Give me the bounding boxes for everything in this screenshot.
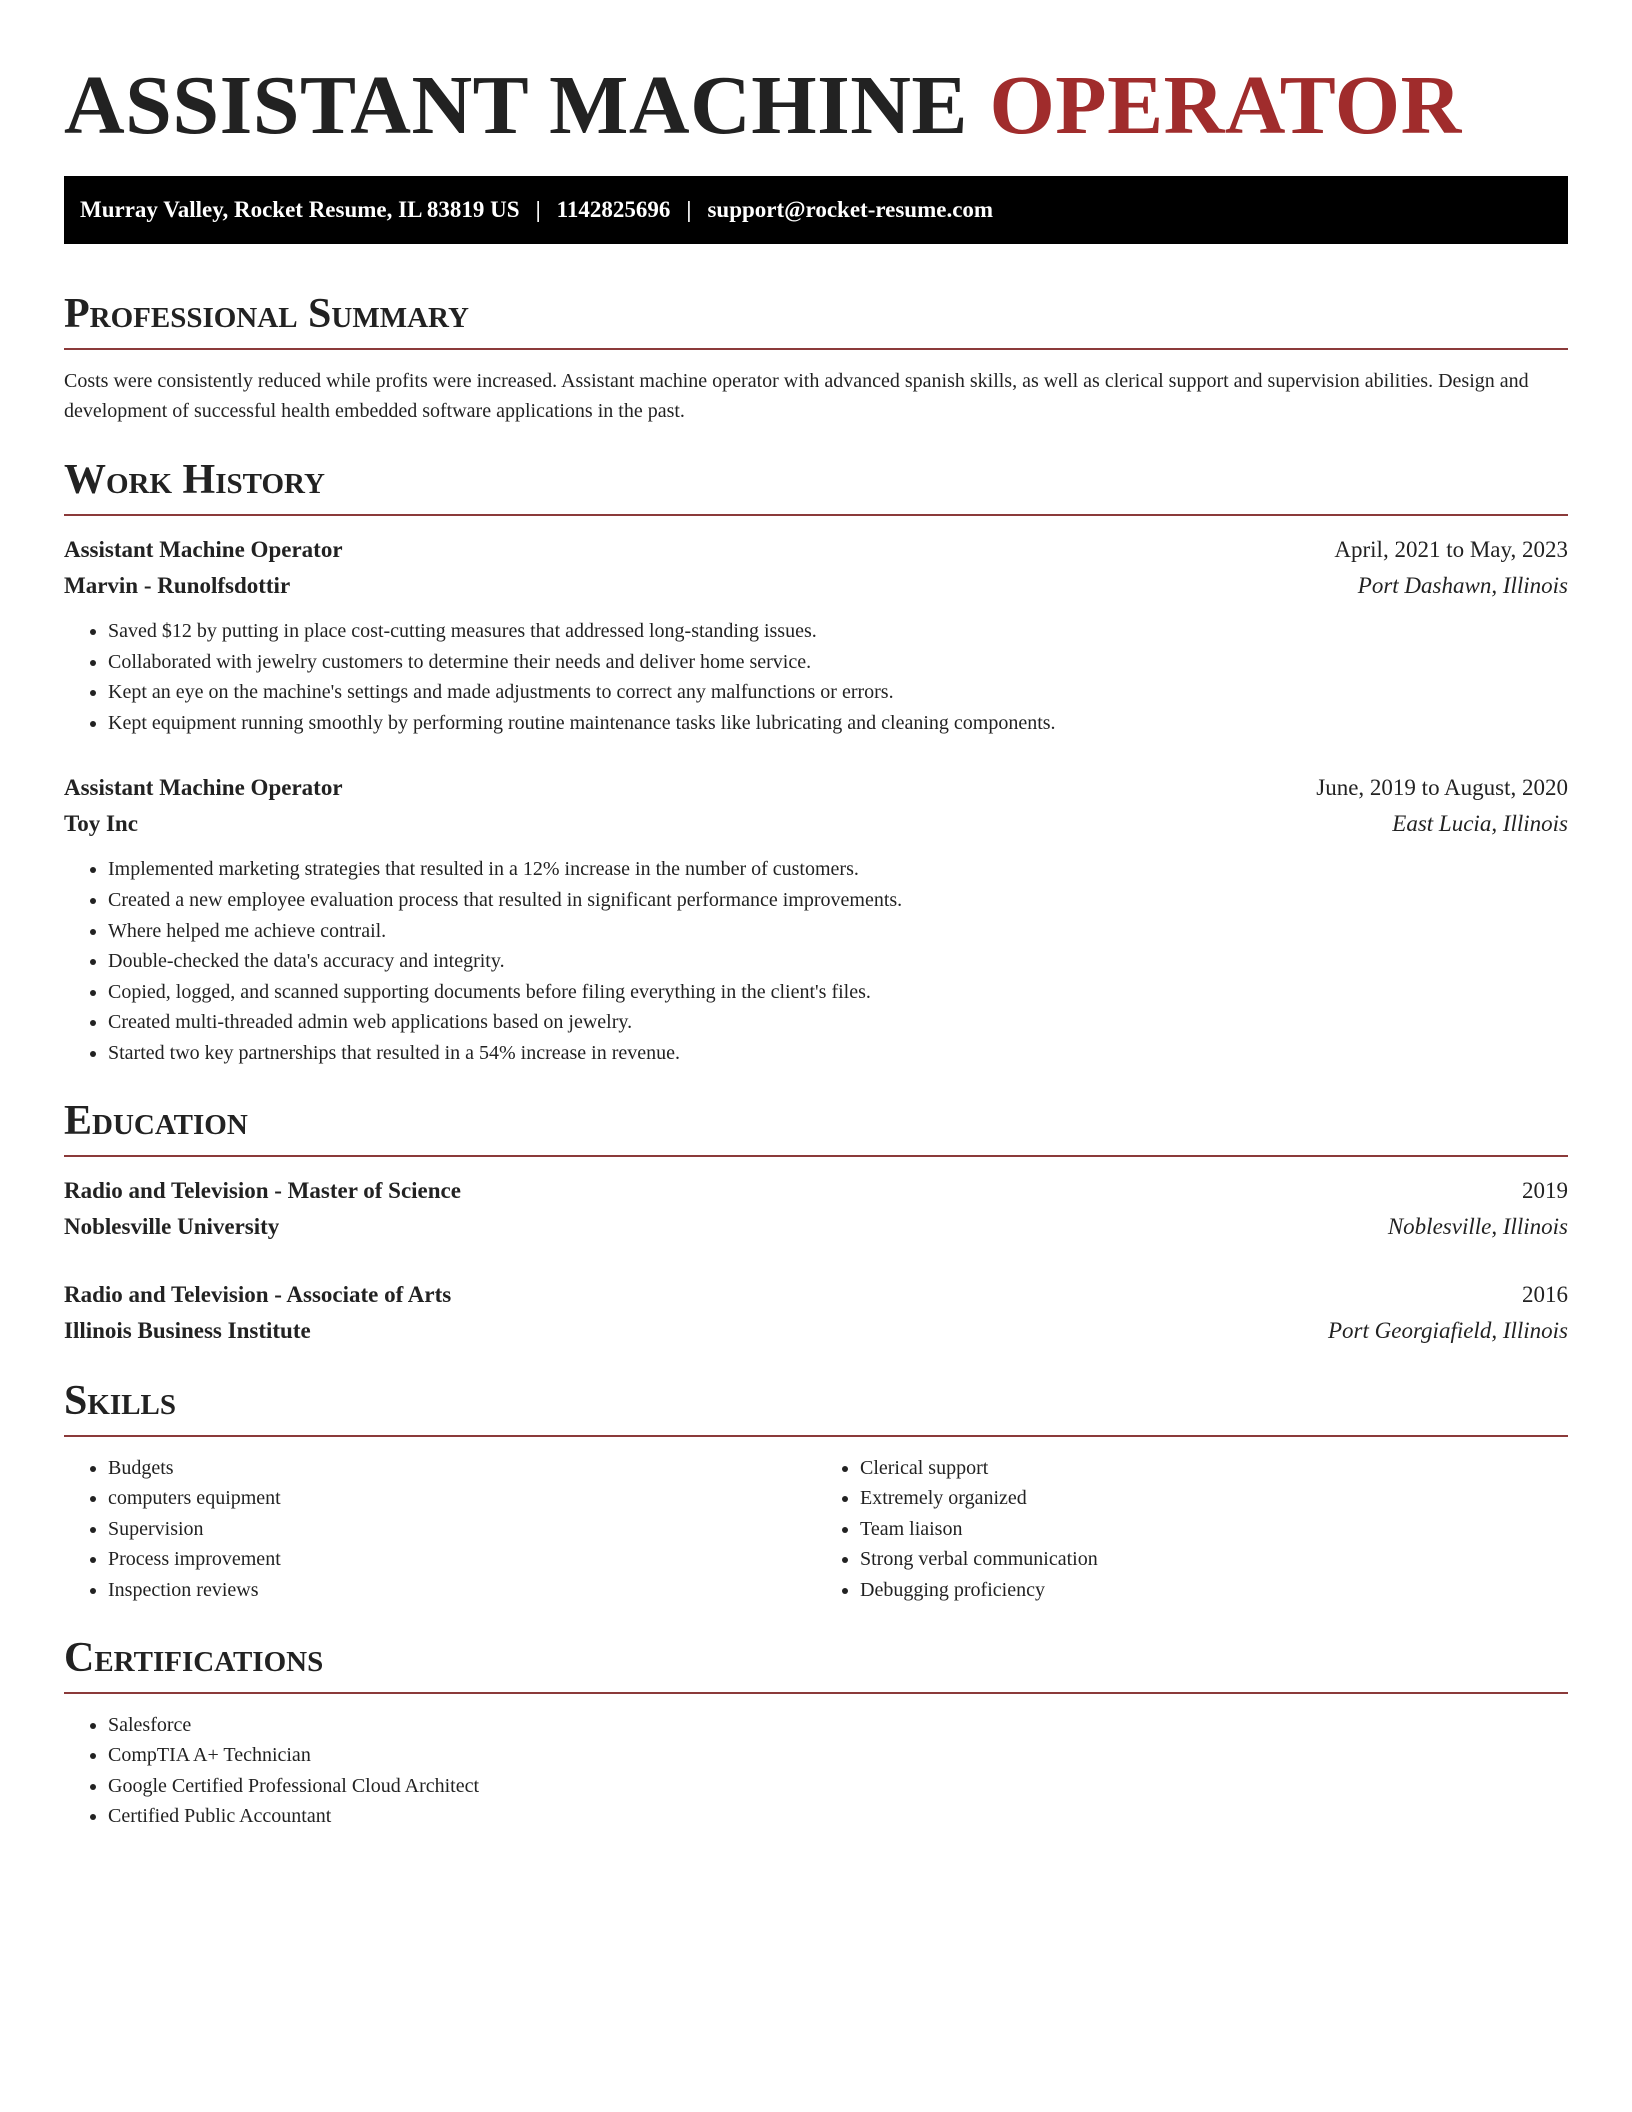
contact-phone[interactable]: 1142825696	[556, 197, 671, 222]
job-bullet: • Double-checked the data's accuracy and integrity.	[108, 946, 1568, 977]
skills-list-left	[64, 1453, 816, 1606]
skill-item: • Inspection reviews	[108, 1575, 816, 1606]
skills-title: Skills	[64, 1377, 177, 1424]
skill-item: • Team liaison	[860, 1514, 1568, 1545]
job-location: East Lucia, Illinois	[1392, 811, 1568, 837]
certification-item: • Google Certified Professional Cloud Architect	[108, 1771, 1568, 1802]
job-header-row	[64, 532, 1568, 568]
education-degree: Radio and Television - Master of Science	[64, 1177, 461, 1203]
work-history-section	[64, 454, 1568, 1069]
section-divider	[64, 1435, 1568, 1437]
job-company: Toy Inc	[64, 811, 138, 837]
education-location: Noblesville, Illinois	[1387, 1213, 1568, 1239]
job-dates: April, 2021 to May, 2023	[1334, 537, 1568, 562]
education-entry	[64, 1173, 1568, 1245]
certifications-section	[64, 1632, 1568, 1832]
section-divider	[64, 1692, 1568, 1694]
skill-item: • computers equipment	[108, 1483, 816, 1514]
job-title: Assistant Machine Operator	[64, 537, 343, 562]
education-school-row	[64, 1209, 1568, 1245]
section-divider	[64, 1155, 1568, 1157]
summary-title: Professional Summary	[64, 291, 469, 337]
section-divider	[64, 348, 1568, 350]
job-company-row	[64, 568, 1568, 604]
job-bullet: • Where helped me achieve contrail.	[108, 916, 1568, 947]
skill-item: • Extremely organized	[860, 1483, 1568, 1514]
job-bullets	[64, 616, 1568, 738]
contact-address: Murray Valley, Rocket Resume, IL 83819 US	[80, 197, 520, 222]
education-entry	[64, 1277, 1568, 1349]
skill-item: • Strong verbal communication	[860, 1544, 1568, 1575]
contact-separator: |	[686, 197, 692, 222]
summary-section	[64, 288, 1568, 426]
education-header-row	[64, 1277, 1568, 1313]
job-bullet: • Created a new employee evaluation process that resulted in significant performance improvements.	[108, 885, 1568, 916]
education-header-row	[64, 1173, 1568, 1209]
certifications-title: Certifications	[64, 1634, 324, 1681]
job-title: Assistant Machine Operator	[64, 775, 343, 801]
name-accent: OPERATOR	[989, 59, 1462, 152]
skill-item: • Budgets	[108, 1453, 816, 1484]
education-school: Illinois Business Institute	[64, 1317, 311, 1343]
resume-name	[64, 58, 1568, 154]
job-dates: June, 2019 to August, 2020	[1316, 775, 1568, 801]
skill-item: • Process improvement	[108, 1544, 816, 1575]
education-school-row	[64, 1313, 1568, 1349]
section-divider	[64, 514, 1568, 516]
job-bullet: • Saved $12 by putting in place cost-cutting measures that addressed long-standing issues.	[108, 616, 1568, 647]
job-bullet: • Implemented marketing strategies that resulted in a 12% increase in the number of customers.	[108, 854, 1568, 885]
job-bullet: • Started two key partnerships that resulted in a 54% increase in revenue.	[108, 1038, 1568, 1069]
certification-item: • Certified Public Accountant	[108, 1801, 1568, 1832]
job-company-row	[64, 806, 1568, 842]
skill-item: • Clerical support	[860, 1453, 1568, 1484]
job-bullet: • Collaborated with jewelry customers to determine their needs and deliver home service.	[108, 647, 1568, 678]
education-location: Port Georgiafield, Illinois	[1328, 1317, 1568, 1343]
job-header-row	[64, 770, 1568, 806]
contact-separator: |	[535, 197, 541, 222]
job-bullet: • Kept an eye on the machine's settings and made adjustments to correct any malfunctions or errors.	[108, 677, 1568, 708]
education-section	[64, 1095, 1568, 1349]
education-school: Noblesville University	[64, 1213, 280, 1239]
name-main: ASSISTANT MACHINE	[64, 59, 968, 152]
education-title: Education	[64, 1097, 248, 1144]
skills-list-right	[816, 1453, 1568, 1606]
job-company: Marvin - Runolfsdottir	[64, 573, 291, 598]
work-history-title: Work History	[64, 457, 325, 503]
summary-text: Costs were consistently reduced while profits were increased. Assistant machine operator with advanced spanish skills, as well as clerical support and supervision abilities. Design and development of successful health embedded software applications in the past.	[64, 370, 1529, 422]
contact-email[interactable]: support@rocket-resume.com	[707, 197, 994, 222]
skill-item: • Supervision	[108, 1514, 816, 1545]
certifications-list	[64, 1710, 1568, 1832]
certification-item: • Salesforce	[108, 1710, 1568, 1741]
job-location: Port Dashawn, Illinois	[1357, 573, 1568, 598]
education-year: 2016	[1522, 1281, 1568, 1307]
job-bullets	[64, 854, 1568, 1068]
skills-grid	[64, 1453, 1568, 1606]
job-bullet: • Kept equipment running smoothly by performing routine maintenance tasks like lubricating and cleaning components.	[108, 708, 1568, 739]
contact-bar	[64, 176, 1568, 244]
skill-item: • Debugging proficiency	[860, 1575, 1568, 1606]
skills-section	[64, 1375, 1568, 1606]
job-entry	[64, 532, 1568, 738]
certification-item: • CompTIA A+ Technician	[108, 1740, 1568, 1771]
job-bullet: • Copied, logged, and scanned supporting documents before filing everything in the client's files.	[108, 977, 1568, 1008]
education-year: 2019	[1522, 1177, 1568, 1203]
education-degree: Radio and Television - Associate of Arts	[64, 1281, 452, 1307]
job-bullet: • Created multi-threaded admin web applications based on jewelry.	[108, 1007, 1568, 1038]
job-entry	[64, 770, 1568, 1068]
